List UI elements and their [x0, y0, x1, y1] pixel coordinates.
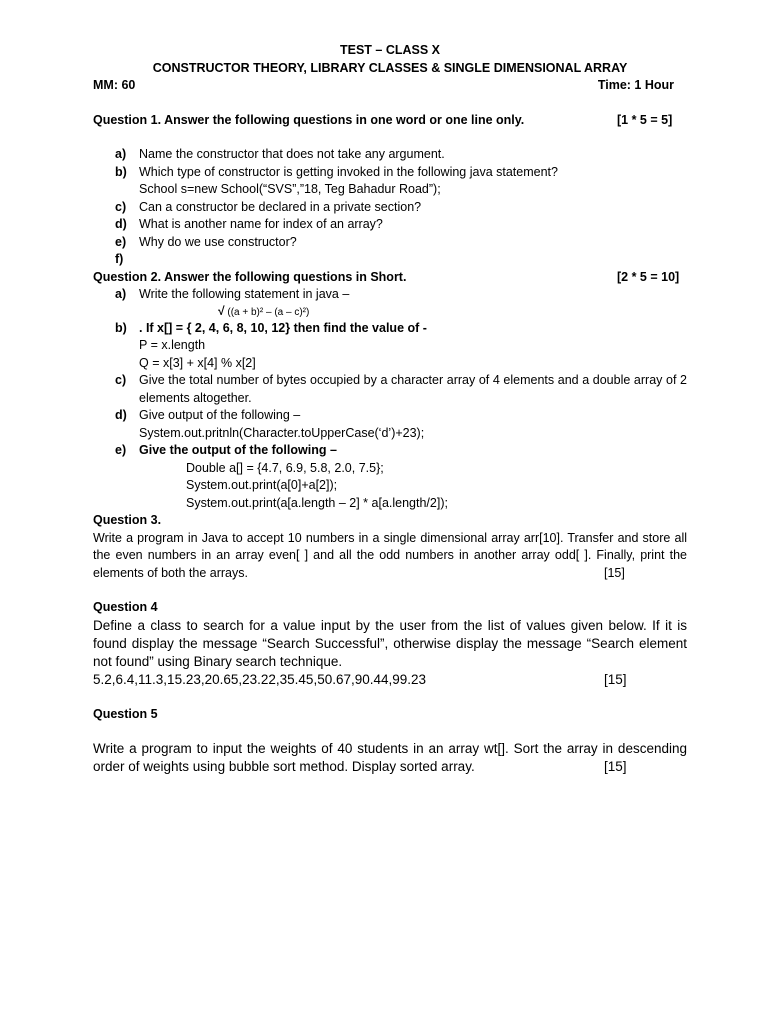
q3-heading: Question 3. — [93, 513, 162, 527]
paper-title: TEST – CLASS X — [339, 43, 441, 57]
q1-item-label: a) — [115, 147, 127, 161]
q2-item-text: Give the total number of bytes occupied by a character array of 4 elements and a double array of 2 elements altogether. — [139, 373, 687, 405]
q1-marks: [1 * 5 = 5] — [617, 112, 673, 127]
q5-text — [93, 740, 687, 776]
q2-item-a — [93, 286, 687, 304]
question-paper — [93, 42, 687, 776]
q5-heading: Question 5 — [93, 706, 158, 721]
q2-item-text: Give output of the following – — [139, 408, 301, 422]
q2-item-text: Give the output of the following – — [139, 443, 337, 457]
q2-item-c — [93, 372, 687, 407]
q2-marks: [2 * 5 = 10] — [617, 269, 680, 284]
q2-e-line3: System.out.print(a[a.length – 2] * a[a.length/2]); — [186, 495, 448, 510]
q2-d-line1: System.out.pritnln(Character.toUpperCase(‘d’)+23); — [139, 425, 425, 440]
q2-item-b — [93, 320, 687, 338]
q3-text — [93, 530, 687, 583]
q1-item-label: e) — [115, 234, 127, 249]
q1-item-e — [93, 234, 687, 252]
q1-heading — [93, 112, 687, 130]
q3-marks: [15] — [604, 565, 625, 580]
q1-item-text: Which type of constructor is getting invoked in the following java statement? — [139, 164, 558, 179]
q2-item-label: d) — [115, 408, 127, 422]
q2-item-d — [93, 407, 687, 425]
q5-marks: [15] — [604, 759, 627, 774]
q1-item-label: c) — [115, 199, 127, 214]
q4-values-row — [93, 671, 687, 689]
q2-item-text: Write the following statement in java – — [139, 287, 350, 301]
q1-item-label: b) — [115, 164, 127, 179]
q4-text: Define a class to search for a value input by the user from the list of values given below. If it is found display the message “Search Successful”, otherwise display the message “Search element not found” using Binary search technique. — [93, 617, 687, 669]
q1-item-label: d) — [115, 217, 127, 231]
q4-heading: Question 4 — [93, 600, 158, 614]
q2-item-text: . If x[] = { 2, 4, 6, 8, 10, 12} then find the value of - — [139, 320, 427, 335]
q2-a-formula — [93, 304, 687, 320]
q4-values: 5.2,6.4,11.3,15.23,20.65,23.22,35.45,50.67,90.44,99.23 — [93, 671, 427, 687]
q2-item-label: b) — [115, 320, 127, 335]
q1-item-b — [93, 164, 687, 182]
q4-marks: [15] — [604, 671, 627, 687]
q5-body: Write a program to input the weights of 40 students in an array wt[]. Sort the array in descending order of weights using bubble sort method. Display sorted array. — [93, 741, 687, 774]
q2-item-label: c) — [115, 373, 127, 387]
q1-item-text: What is another name for index of an array? — [139, 217, 383, 231]
q2-b-line1: P = x.length — [139, 338, 206, 352]
q2-b-line2: Q = x[3] + x[4] % x[2] — [139, 355, 256, 370]
paper-meta — [93, 77, 687, 95]
q3-body: Write a program in Java to accept 10 numbers in a single dimensional array arr[10]. Transfer and store all the even numbers in an array even[ ] and all the odd numbers in another array odd[ ]. Finally, print the elements of both the arrays. — [93, 530, 687, 580]
q1-item-f — [93, 251, 687, 269]
q1-item-text: Can a constructor be declared in a private section? — [139, 199, 422, 214]
q1-item-text: Why do we use constructor? — [139, 234, 297, 249]
q2-e-line1: Double a[] = {4.7, 6.9, 5.8, 2.0, 7.5}; — [186, 460, 384, 475]
q2-e-line2: System.out.print(a[0]+a[2]); — [186, 478, 338, 492]
square-root-symbol: √ — [218, 303, 225, 318]
q2-item-label: e) — [115, 443, 127, 457]
q1-item-d — [93, 216, 687, 234]
q1-item-b-code: School s=new School(“SVS”,”18, Teg Bahadur Road”); — [139, 182, 441, 196]
paper-subtitle: CONSTRUCTOR THEORY, LIBRARY CLASSES & SINGLE DIMENSIONAL ARRAY — [152, 60, 628, 75]
q1-item-text — [139, 251, 687, 269]
q1-heading-text: Question 1. Answer the following questions in one word or one line only. — [93, 112, 525, 127]
time-limit: Time: 1 Hour — [597, 78, 674, 92]
q2-item-e — [93, 442, 687, 460]
q1-item-a — [93, 146, 687, 164]
q2-a-formula-text: ((a + b)² – (a – c)²) — [227, 306, 310, 318]
q1-item-text: Name the constructor that does not take any argument. — [139, 147, 445, 161]
q2-heading-text: Question 2. Answer the following questions in Short. — [93, 269, 407, 284]
q1-item-label: f) — [115, 252, 124, 266]
max-marks: MM: 60 — [93, 78, 136, 92]
q2-heading — [93, 269, 687, 287]
q1-item-c — [93, 199, 687, 217]
q2-item-label: a) — [115, 287, 127, 301]
